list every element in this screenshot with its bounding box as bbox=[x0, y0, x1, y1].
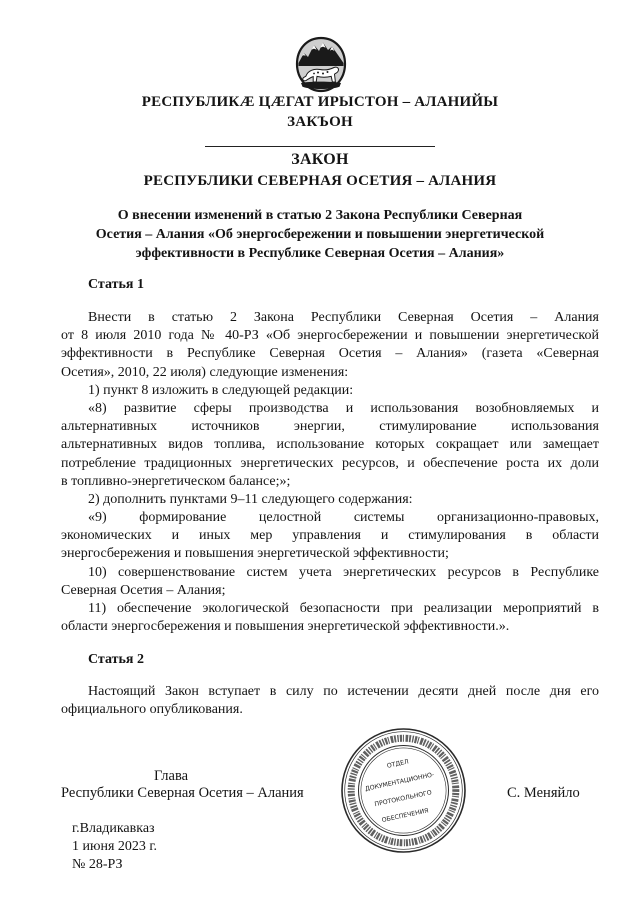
stamp-text-line: ПРОТОКОЛЬНОГО bbox=[373, 789, 433, 809]
stamp-text-line: ОТДЕЛ bbox=[386, 758, 410, 770]
text-line: Настоящий Закон вступает в силу по истечении десяти дней после дня его bbox=[88, 684, 599, 699]
ossetian-republic-name: РЕСПУБЛИКӔ ЦӔГАТ ИРЫСТОН – АЛАНИЙЫ bbox=[141, 94, 499, 110]
text-line: эффективности в Республике Северная Осетия – Алания» (газета «Северная bbox=[61, 346, 599, 362]
text-line: 1) пункт 8 изложить в следующей редакции: bbox=[88, 382, 354, 398]
article-2-text bbox=[61, 683, 599, 719]
text-line: Осетия», 2010, 22 июля) следующие изменения: bbox=[61, 364, 349, 380]
stamp-outer-ring-thin bbox=[345, 732, 463, 850]
stamp-text-line: ДОКУМЕНТАЦИОННО- bbox=[364, 771, 435, 793]
signing-date: 1 июня 2023 г. bbox=[72, 839, 158, 854]
signing-place: г.Владикавказ bbox=[72, 821, 155, 836]
text-line: альтернативных источников энергии, стимулирование использования bbox=[61, 419, 599, 435]
text-line: альтернативных видов топлива, использование которых сокращает или замещает bbox=[61, 437, 599, 453]
official-stamp bbox=[340, 727, 467, 854]
text-line: «8) развитие сферы производства и использования возобновляемых и bbox=[88, 400, 599, 416]
text-line: «9) формирование целостной системы организационно-правовых, bbox=[88, 510, 599, 526]
text-line: Северная Осетия – Алания; bbox=[61, 582, 226, 598]
stamp-outer-ring bbox=[342, 729, 465, 852]
text-line: от 8 июля 2010 года № 40-РЗ «Об энергосбережении и повышении энергетической bbox=[61, 328, 599, 344]
law-number: № 28-РЗ bbox=[72, 857, 123, 872]
stamp-text-line: ОБЕСПЕЧЕНИЯ bbox=[381, 807, 430, 825]
text-line: 2) дополнить пунктами 9–11 следующего содержания: bbox=[88, 491, 413, 507]
coat-of-arms-icon bbox=[294, 36, 348, 93]
text-line: 10) совершенствование систем учета энергетических ресурсов в Республике bbox=[88, 564, 599, 580]
text-line: официального опубликования. bbox=[61, 702, 243, 718]
ossetian-law-label: ЗАКЪОН bbox=[287, 114, 353, 130]
republic-name: РЕСПУБЛИКИ СЕВЕРНАЯ ОСЕТИЯ – АЛАНИЯ bbox=[143, 173, 497, 189]
text-line: энергосбережения и повышения энергетической эффективности; bbox=[61, 546, 449, 562]
article-2-heading: Статья 2 bbox=[88, 652, 144, 667]
law-title-line: Осетия – Алания «Об энергосбережении и повышении энергетической bbox=[95, 227, 545, 242]
emblem-ground bbox=[301, 82, 341, 89]
text-line: 11) обеспечение экологической безопасности при реализации мероприятий в bbox=[88, 601, 599, 616]
text-line: области энергосбережения и повышения энергетической эффективности.». bbox=[61, 619, 510, 635]
signatory-title-line-2: Республики Северная Осетия – Алания bbox=[61, 785, 304, 801]
text-line: Внести в статью 2 Закона Республики Северная Осетия – Алания bbox=[88, 310, 599, 325]
article-1-text bbox=[61, 309, 599, 636]
law-title-line: эффективности в Республике Северная Осетия – Алания» bbox=[135, 246, 505, 261]
text-line: экономических и иных мер управления и стимулирования в области bbox=[61, 528, 599, 544]
header-divider bbox=[205, 146, 435, 147]
signatory-title-line-1: Глава bbox=[154, 768, 189, 784]
text-line: потребление традиционных энергетических ресурсов, и обеспечение роста их доли bbox=[61, 455, 599, 471]
signatory-name: С. Меняйло bbox=[507, 785, 580, 801]
article-1-heading: Статья 1 bbox=[88, 277, 144, 292]
law-label: ЗАКОН bbox=[291, 151, 349, 168]
law-title-line: О внесении изменений в статью 2 Закона Республики Северная bbox=[117, 208, 523, 223]
text-line: в топливно-энергетическом балансе;»; bbox=[61, 473, 291, 489]
